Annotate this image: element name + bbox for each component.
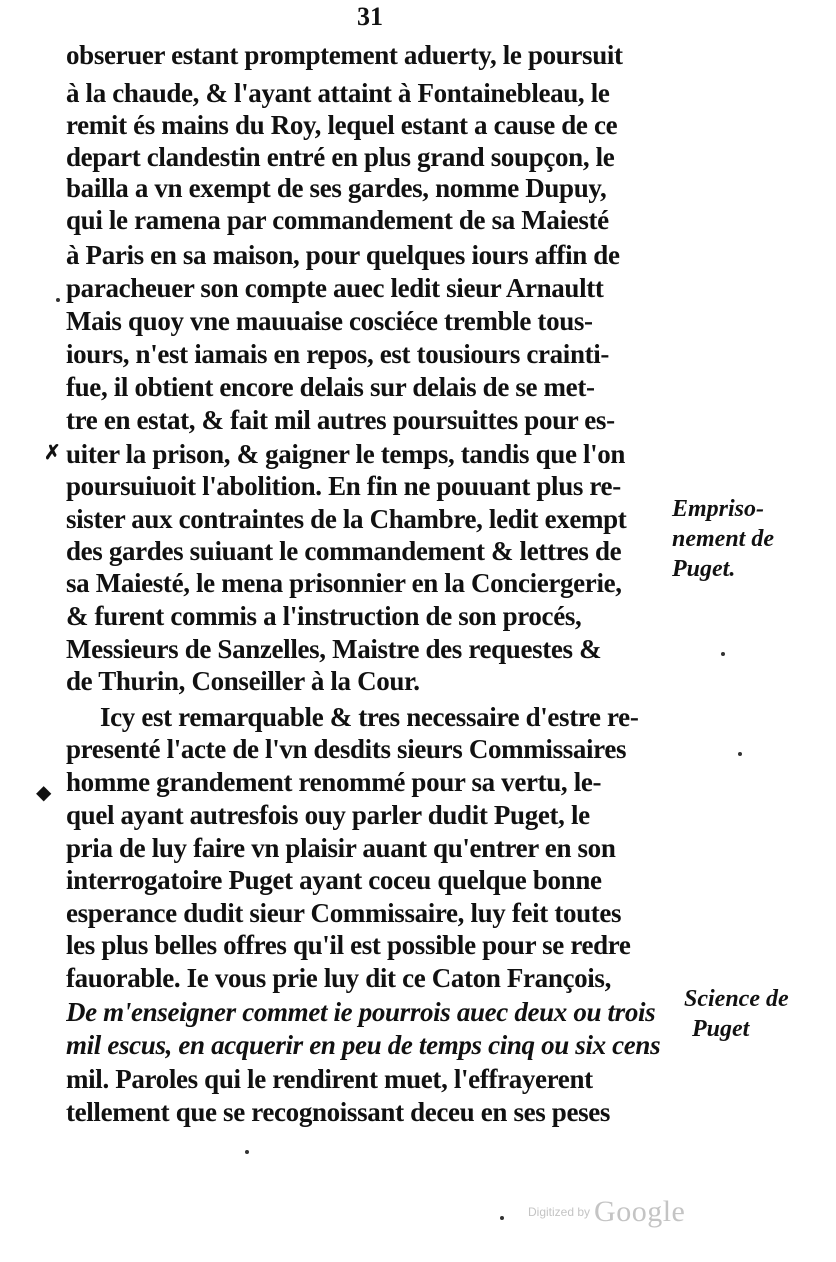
text-line: Mais quoy vne mauuaise cosciéce tremble tous- [66, 306, 593, 336]
margin-note-emprisonnement [672, 494, 822, 584]
italic-quote-line: De m'enseigner commet ie pourrois auec deux ou trois [66, 997, 656, 1027]
text-line: à la chaude, & l'ayant attaint à Fontainebleau, le [66, 78, 610, 108]
watermark-prefix: Digitized by [528, 1205, 591, 1219]
text-line: interrogatoire Puget ayant coceu quelque bonne [66, 865, 602, 895]
text-line: de Thurin, Conseiller à la Cour. [66, 666, 420, 696]
text-line: les plus belles offres qu'il est possible pour se redre [66, 930, 631, 960]
text-line: esperance dudit sieur Commissaire, luy feit toutes [66, 898, 622, 928]
google-logo: Google [594, 1195, 686, 1228]
speck-icon [738, 752, 742, 756]
text-line: tre en estat, & fait mil autres poursuittes pour es- [66, 405, 615, 435]
text-line: depart clandestin entré en plus grand soupçon, le [66, 142, 615, 172]
speck-icon [721, 652, 725, 656]
text-line: des gardes suiuant le commandement & lettres de [66, 536, 622, 566]
text-line: homme grandement renommé pour sa vertu, le- [66, 767, 602, 797]
text-line: qui le ramena par commandement de sa Maiesté [66, 205, 609, 235]
text-line: à Paris en sa maison, pour quelques iours affin de [66, 240, 620, 270]
margin-bullet-icon: ◆ [36, 782, 52, 804]
text-line: bailla a vn exempt de ses gardes, nomme Dupuy, [66, 173, 607, 203]
speck-icon [500, 1216, 504, 1220]
text-line: uiter la prison, & gaigner le temps, tandis que l'on [66, 439, 626, 469]
speck-icon [245, 1150, 249, 1154]
text-line: paracheuer son compte auec ledit sieur Arnaultt [66, 273, 604, 303]
italic-quote-line: mil escus, en acquerir en peu de temps cinq ou six cens [66, 1030, 661, 1060]
digitized-watermark [528, 1195, 685, 1229]
text-line: obseruer estant promptement aduerty, le poursuit [66, 40, 623, 70]
text-line: pria de luy faire vn plaisir auant qu'entrer en son [66, 833, 616, 863]
text-line: fue, il obtient encore delais sur delais de se met- [66, 372, 595, 402]
paragraph-start: Icy est remarquable & tres necessaire d'estre re- [100, 702, 639, 732]
text-line: mil. Paroles qui le rendirent muet, l'effrayerent [66, 1064, 593, 1094]
text-line: remit és mains du Roy, lequel estant a cause de ce [66, 110, 618, 140]
margin-note-line: Empriso- [672, 496, 765, 522]
text-line: quel ayant autresfois ouy parler dudit Puget, le [66, 800, 590, 830]
margin-note-line: nement de [672, 526, 774, 552]
text-line: iours, n'est iamais en repos, est tousiours crainti- [66, 339, 610, 369]
text-line: tellement que se recognoissant deceu en ses peses [66, 1097, 611, 1127]
text-line: & furent commis a l'instruction de son procés, [66, 601, 582, 631]
text-line: poursuiuoit l'abolition. En fin ne pouuant plus re- [66, 471, 621, 501]
text-line: Messieurs de Sanzelles, Maistre des requestes & [66, 634, 602, 664]
text-line: sa Maiesté, le mena prisonnier en la Conciergerie, [66, 568, 622, 598]
text-line: fauorable. Ie vous prie luy dit ce Caton François, [66, 963, 611, 993]
speck-icon [56, 298, 60, 302]
margin-mark-icon: ✗ [44, 442, 61, 464]
margin-note-line: Puget. [672, 556, 736, 582]
text-line: presenté l'acte de l'vn desdits sieurs Commissaires [66, 734, 627, 764]
margin-note-science [684, 984, 834, 1044]
margin-note-line: Puget [692, 1016, 750, 1042]
margin-note-line: Science de [684, 986, 789, 1012]
text-line: sister aux contraintes de la Chambre, ledit exempt [66, 504, 627, 534]
page-number: 31 [357, 2, 383, 31]
